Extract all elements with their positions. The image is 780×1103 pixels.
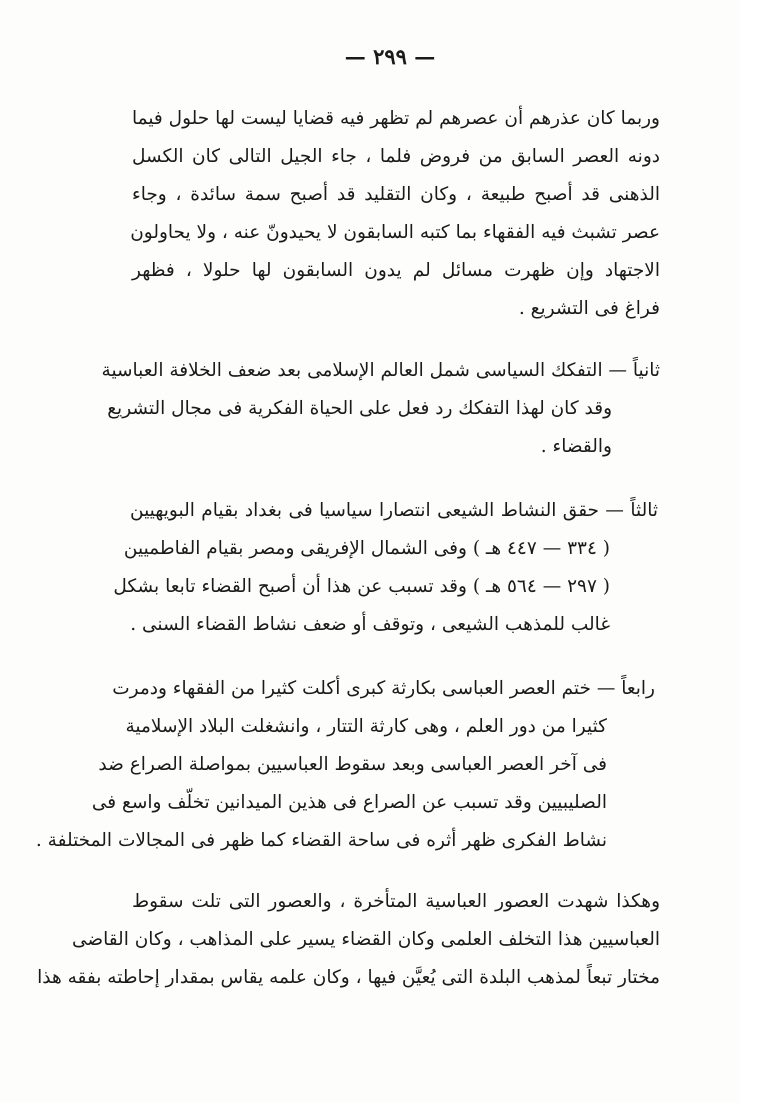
text-line: الذهنى قد أصبح طبيعة ، وكان التقليد قد أصبح سمة سائدة ، وجاء bbox=[132, 184, 660, 205]
page-number: — ٢٩٩ — bbox=[344, 44, 436, 69]
text-line: وقد كان لهذا التفكك رد فعل على الحياة الفكرية فى مجال التشريع bbox=[107, 398, 612, 419]
text-line: فى آخر العصر العباسى وبعد سقوط العباسيين بمواصلة الصراع ضد bbox=[98, 754, 607, 775]
text-line: غالب للمذهب الشيعى ، وتوقف أو ضعف نشاط القضاء السنى . bbox=[130, 614, 610, 635]
paragraph-1 bbox=[132, 100, 660, 328]
paragraph-5 bbox=[37, 883, 660, 997]
text-line: نشاط الفكرى ظهر أثره فى ساحة القضاء كما ظهر فى المجالات المختلفة . bbox=[35, 830, 607, 851]
paragraph-3-thalithan bbox=[113, 492, 658, 644]
text-line: العباسيين هذا التخلف العلمى وكان القضاء يسير على المذاهب ، وكان القاضى bbox=[71, 929, 660, 950]
text-line: فراغ فى التشريع . bbox=[518, 298, 660, 319]
text-line: مختار تبعاً لمذهب البلدة التى يُعيَّن فيها ، وكان علمه يقاس بمقدار إحاطته بفقه هذا bbox=[37, 967, 660, 988]
text-line: الاجتهاد وإن ظهرت مسائل لم يدون السابقون لها حلولا ، فظهر bbox=[132, 260, 660, 281]
text-line: رابعاً — ختم العصر العباسى بكارثة كبرى أكلت كثيرا من الفقهاء ودمرت bbox=[112, 678, 655, 699]
paragraph-4-rabian bbox=[35, 670, 655, 860]
text-line: ثانياً — التفكك السياسى شمل العالم الإسلامى بعد ضعف الخلافة العباسية bbox=[101, 360, 660, 381]
text-line: ( ٢٩٧ — ٥٦٤ هـ ) وقد تسبب عن هذا أن أصبح القضاء تابعا بشكل bbox=[113, 576, 610, 597]
text-line: دونه العصر السابق من فروض فلما ، جاء الجيل التالى كان الكسل bbox=[132, 146, 660, 167]
text-line: عصر تشبث فيه الفقهاء بما كتبه السابقون لا يحيدونّ عنه ، ولا يحاولون bbox=[130, 222, 660, 243]
text-line: الصليبيين وقد تسبب عن الصراع فى هذين الميدانين تخلّف واسع فى bbox=[91, 792, 607, 813]
text-line: والقضاء . bbox=[540, 436, 612, 457]
text-line: ( ٣٣٤ — ٤٤٧ هـ ) وفى الشمال الإفريقى ومصر بقيام الفاطميين bbox=[123, 538, 610, 559]
text-line: كثيرا من دور العلم ، وهى كارثة التتار ، وانشغلت البلاد الإسلامية bbox=[125, 716, 607, 737]
text-line: وهكذا شهدت العصور العباسية المتأخرة ، والعصور التى تلت سقوط bbox=[132, 891, 660, 912]
paragraph-2-thaniyan bbox=[101, 352, 660, 466]
text-line: وربما كان عذرهم أن عصرهم لم تظهر فيه قضايا ليست لها حلول فيما bbox=[132, 108, 660, 129]
text-line: ثالثاً — حقق النشاط الشيعى انتصارا سياسيا فى بغداد بقيام البويهيين bbox=[130, 500, 658, 521]
